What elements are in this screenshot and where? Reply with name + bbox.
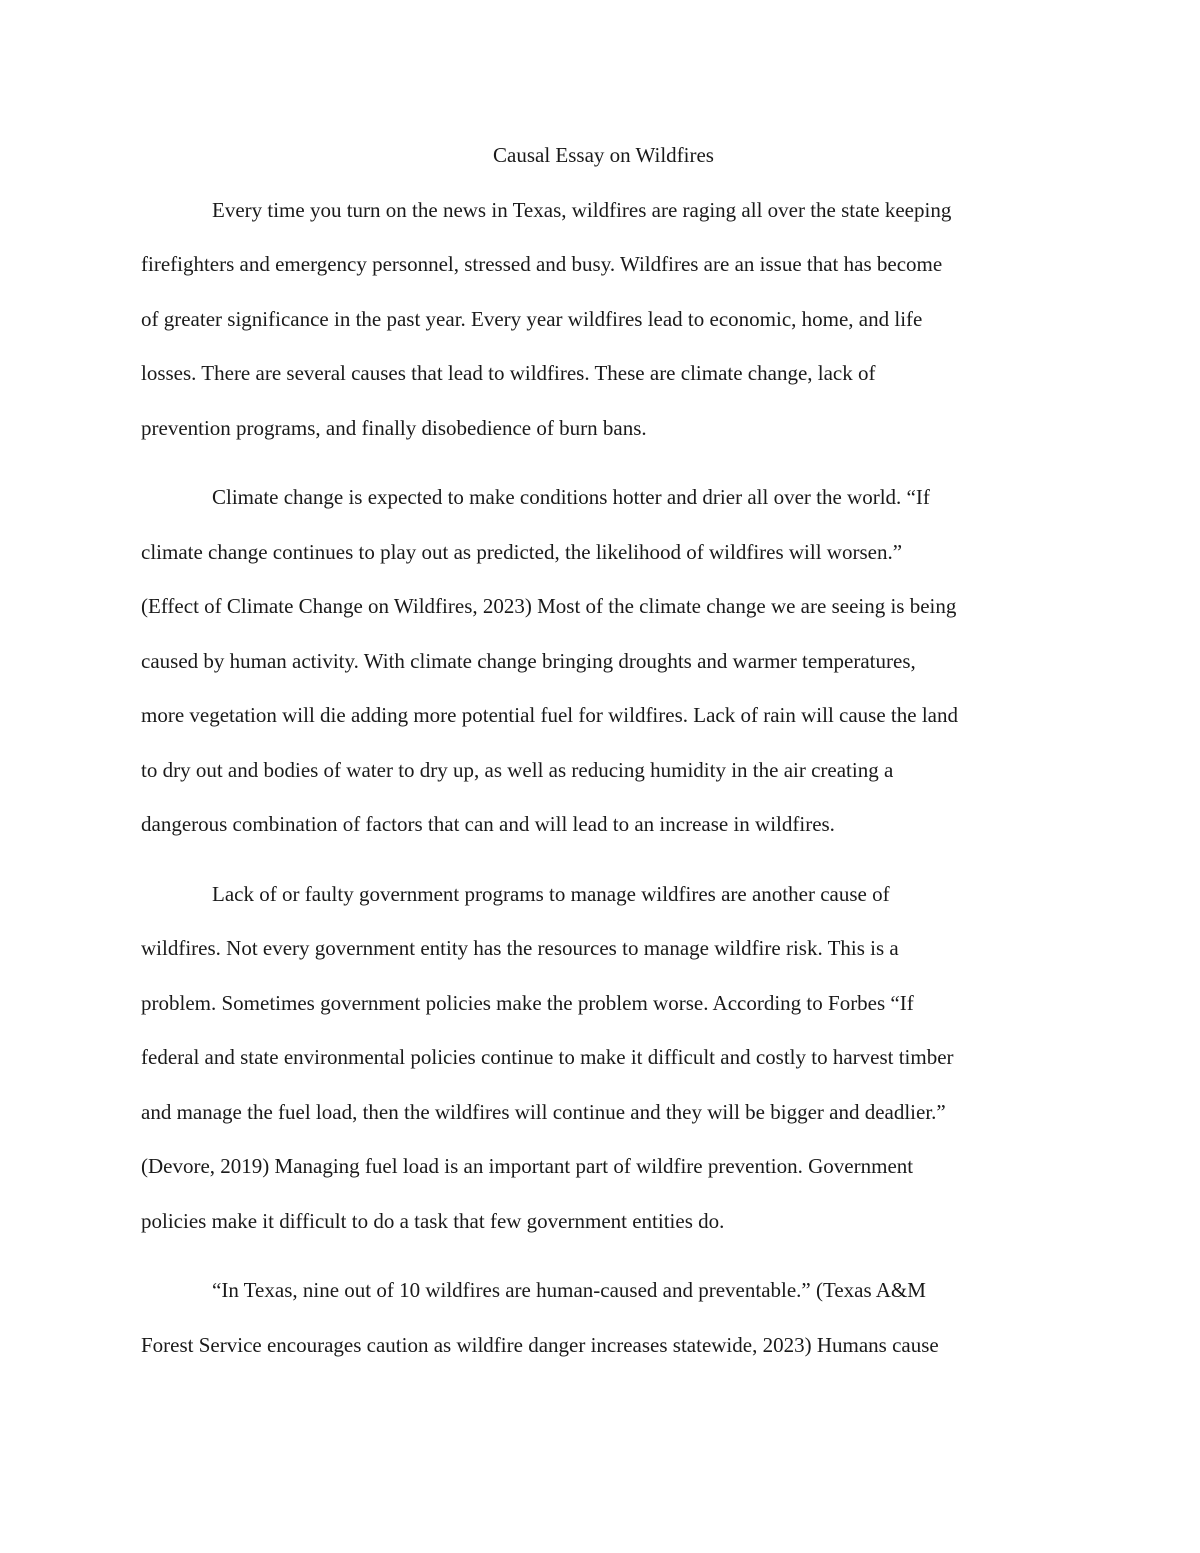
text-line: losses. There are several causes that lead to wildfires. These are climate change, lack of (141, 361, 876, 385)
document-page (141, 128, 1066, 1372)
text-line: climate change continues to play out as predicted, the likelihood of wildfires will worsen.” (141, 539, 903, 564)
text-line: problem. Sometimes government policies make the problem worse. According to Forbes “If (141, 990, 914, 1015)
text-line: prevention programs, and finally disobedience of burn bans. (141, 415, 647, 440)
text-line: more vegetation will die adding more potential fuel for wildfires. Lack of rain will cause the land (141, 703, 958, 727)
text-line: Lack of or faulty government programs to manage wildfires are another cause of (212, 881, 890, 906)
text-line: Climate change is expected to make conditions hotter and drier all over the world. “If (212, 485, 930, 509)
document-title: Causal Essay on Wildfires (493, 143, 714, 167)
paragraph-intro (141, 183, 1066, 456)
text-line: (Effect of Climate Change on Wildfires, 2023) Most of the climate change we are seeing is being (141, 594, 957, 618)
text-line: of greater significance in the past year. Every year wildfires lead to economic, home, and life (141, 306, 923, 331)
text-line: federal and state environmental policies continue to make it difficult and costly to harvest timber (141, 1045, 954, 1069)
text-line: caused by human activity. With climate change bringing droughts and warmer temperatures, (141, 648, 916, 673)
text-line: and manage the fuel load, then the wildfires will continue and they will be bigger and deadlier.” (141, 1099, 946, 1124)
text-line: Forest Service encourages caution as wildfire danger increases statewide, 2023) Humans cause (141, 1332, 939, 1357)
text-line: dangerous combination of factors that can and will lead to an increase in wildfires. (141, 812, 835, 836)
paragraph-climate-change (141, 470, 1066, 852)
paragraph-human-caused (141, 1263, 1066, 1372)
text-line: (Devore, 2019) Managing fuel load is an important part of wildfire prevention. Government (141, 1154, 914, 1178)
text-line: firefighters and emergency personnel, stressed and busy. Wildfires are an issue that has become (141, 252, 943, 276)
text-line: wildfires. Not every government entity has the resources to manage wildfire risk. This is a (141, 936, 899, 960)
paragraph-government-programs (141, 867, 1066, 1249)
text-line: to dry out and bodies of water to dry up, as well as reducing humidity in the air creating a (141, 757, 894, 782)
text-line: policies make it difficult to do a task that few government entities do. (141, 1208, 725, 1233)
text-line: “In Texas, nine out of 10 wildfires are human-caused and preventable.” (Texas A&M (212, 1278, 926, 1302)
text-line: Every time you turn on the news in Texas, wildfires are raging all over the state keeping (212, 197, 952, 222)
